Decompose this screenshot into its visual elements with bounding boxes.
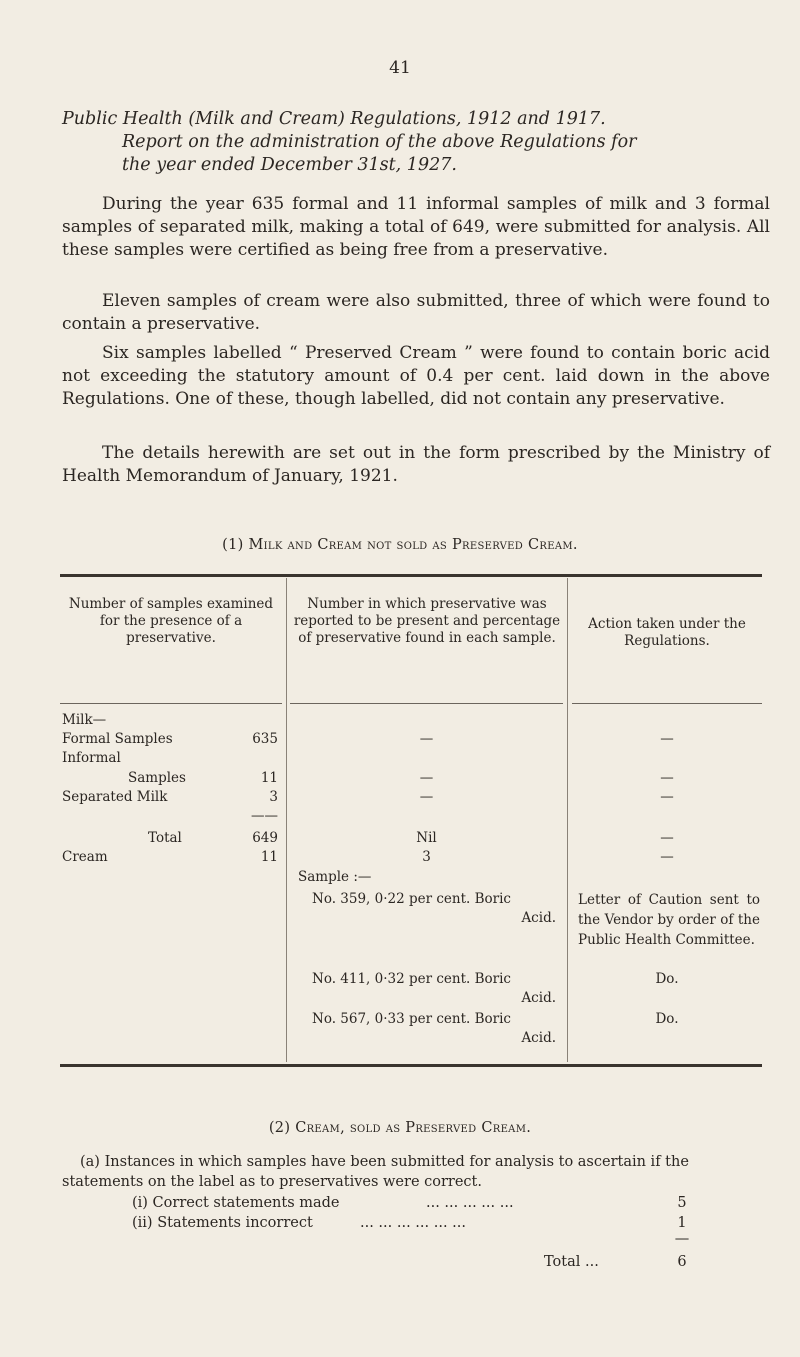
table-top-rule xyxy=(60,574,762,577)
item-incorrect-label: (ii) Statements incorrect xyxy=(132,1215,313,1231)
row-separated-action: — xyxy=(660,789,674,805)
title-line-3: the year ended December 31st, 1927. xyxy=(122,155,457,175)
paragraph-4: The details herewith are set out in the form prescribed by the Ministry of Health Memorandum of January, 1921. xyxy=(62,443,770,486)
paragraph-1: During the year 635 formal and 11 informal samples of milk and 3 formal samples of separated milk, making a total of 649, were submitted for analysis. All these samples were certified as being free from a preservative. xyxy=(62,194,770,260)
item-correct-value: 5 xyxy=(677,1195,687,1211)
section-1-heading: (1) Milk and Cream not sold as Preserved Cream. xyxy=(222,537,578,553)
sample-567-line1: No. 567, 0·33 per cent. Boric xyxy=(312,1011,511,1027)
row-informal-count: 11 xyxy=(260,770,278,786)
sample-359-line1: No. 359, 0·22 per cent. Boric xyxy=(312,891,511,907)
row-informal-action: — xyxy=(660,770,674,786)
sample-label: Sample :— xyxy=(298,869,372,885)
sample-411-line2: Acid. xyxy=(521,990,556,1006)
row-cream-present: 3 xyxy=(422,849,431,865)
sample-567-line2: Acid. xyxy=(521,1030,556,1046)
header-rule-1 xyxy=(60,703,282,704)
report-title xyxy=(62,108,762,177)
sample-359-line2: Acid. xyxy=(521,910,556,926)
action-do-1: Do. xyxy=(655,971,679,987)
row-informal-present: — xyxy=(419,770,434,786)
row-formal-present: — xyxy=(419,731,434,747)
action-letter-of-caution: Letter of Caution sent to the Vendor by order of the Public Health Committee. xyxy=(578,892,760,948)
row-cream-action: — xyxy=(660,849,674,865)
item-correct-label: (i) Correct statements made xyxy=(132,1195,340,1211)
row-formal-count: 635 xyxy=(252,731,278,747)
header-samples-examined: Number of samples examined for the presence of a preservative. xyxy=(68,596,274,646)
item-incorrect-dots: ... ... ... ... ... ... xyxy=(360,1215,467,1231)
total-rule-2: — xyxy=(674,1231,690,1247)
row-total-present: Nil xyxy=(416,830,437,846)
title-line-2: Report on the administration of the above Regulations for xyxy=(122,132,637,152)
paragraph-3: Six samples labelled “ Preserved Cream ” were found to contain boric acid not exceeding the statutory amount of 0.4 per cent. laid down in the above Regulations. One of these, though labelled, did not contain any preservative. xyxy=(62,343,770,409)
column-divider-1 xyxy=(286,578,287,1062)
section-2-intro: (a) Instances in which samples have been submitted for analysis to ascertain if the statements on the label as to preservatives were correct. xyxy=(62,1154,689,1190)
item-correct-dots: ... ... ... ... ... xyxy=(426,1195,514,1211)
row-cream-label: Cream xyxy=(62,849,108,865)
row-separated-count: 3 xyxy=(269,789,278,805)
row-separated-label: Separated Milk xyxy=(62,789,168,805)
row-total-action: — xyxy=(660,830,674,846)
row-informal-label: Informal xyxy=(62,750,121,766)
milk-label: Milk— xyxy=(62,712,107,728)
row-cream-count: 11 xyxy=(260,849,278,865)
total-label: Total ... xyxy=(544,1254,599,1270)
table-bottom-rule xyxy=(60,1064,762,1067)
item-incorrect-value: 1 xyxy=(677,1215,687,1231)
action-do-2: Do. xyxy=(655,1011,679,1027)
row-total-count: 649 xyxy=(252,830,278,846)
row-separated-present: — xyxy=(419,789,434,805)
row-formal-action: — xyxy=(660,731,674,747)
total-rule: —— xyxy=(251,808,278,824)
header-preservative-present: Number in which preservative was reported to be present and percentage of preservative found in each sample. xyxy=(293,596,561,646)
page-number: 41 xyxy=(389,58,411,78)
row-formal-label: Formal Samples xyxy=(62,731,173,747)
header-rule-3 xyxy=(572,703,762,704)
row-total-label: Total xyxy=(148,830,182,846)
title-line-1: Public Health (Milk and Cream) Regulations, 1912 and 1917. xyxy=(62,109,606,129)
row-informal-samples-label: Samples xyxy=(128,770,186,786)
total-value: 6 xyxy=(677,1254,687,1270)
paragraph-2: Eleven samples of cream were also submitted, three of which were found to contain a preservative. xyxy=(62,291,770,334)
sample-411-line1: No. 411, 0·32 per cent. Boric xyxy=(312,971,511,987)
header-rule-2 xyxy=(290,703,563,704)
header-action-taken: Action taken under the Regulations. xyxy=(588,616,746,649)
section-2-heading: (2) Cream, sold as Preserved Cream. xyxy=(268,1120,532,1136)
column-divider-2 xyxy=(567,578,568,1062)
